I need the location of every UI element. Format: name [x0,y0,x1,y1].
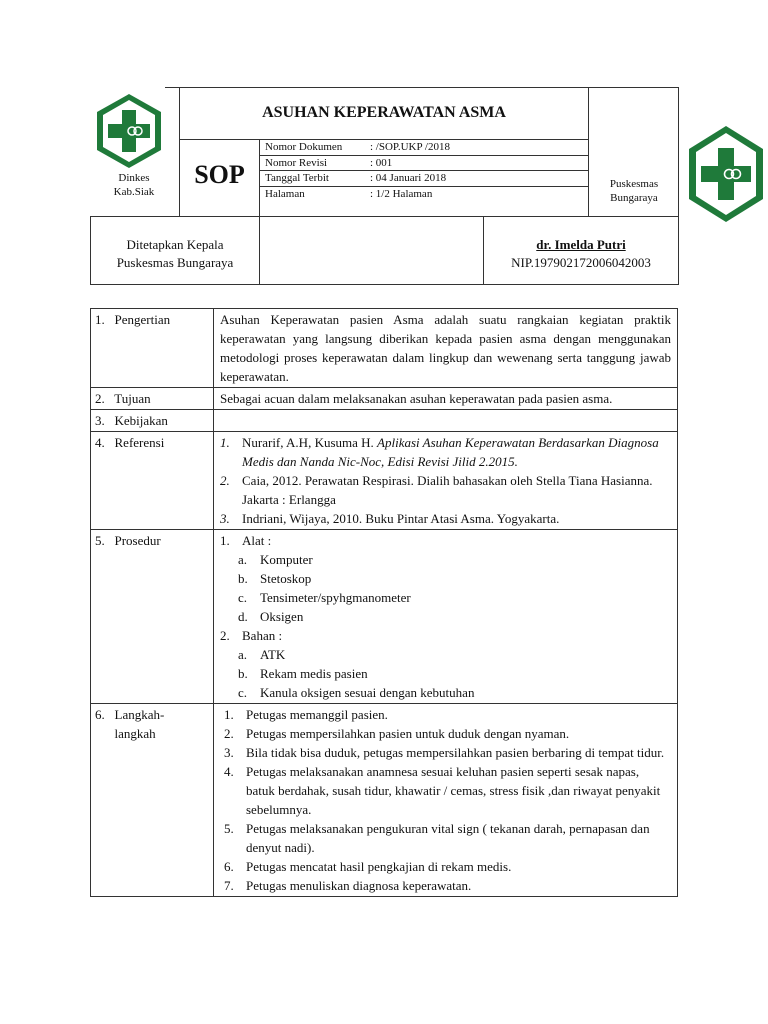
list-item: 3. Indriani, Wijaya, 2010. Buku Pintar Atasi Asma. Yogyakarta. [220,511,560,526]
document-title: ASUHAN KEPERAWATAN ASMA [262,104,506,121]
list-item: 1. Nurarif, A.H, Kusuma H. Aplikasi Asuhan Keperawatan Berdasarkan Diagnosa Medis dan Nanda Nic-Noc, Edisi Revisi Jilid 2.2015. [220,435,659,469]
label-tujuan: 2. Tujuan [91,388,214,410]
list-item: b. Rekam medis pasien [238,666,368,681]
doc-field-value-2: : 04 Januari 2018 [370,172,447,184]
list-item: 3. Bila tidak bisa duduk, petugas mempersilahkan pasien berbaring di tempat tidur. [224,745,665,760]
left-org-label: Dinkes Kab.Siak [113,172,155,198]
list-item: 2. Caia, 2012. Perawatan Respirasi. Dialih bahasakan oleh Stella Tiana Hasianna. Jakarta : Erlangga [220,473,653,507]
row-kebijakan [91,410,678,432]
puskesmas-logo [686,124,766,224]
row-prosedur [91,530,678,704]
list-item: d. Oksigen [238,609,304,624]
label-langkah: 6. Langkah- langkah [91,704,214,897]
list-item: c. Kanula oksigen sesuai dengan kebutuhan [238,685,475,700]
text-kebijakan [214,410,678,432]
text-prosedur [214,530,678,704]
approval-right [484,236,678,272]
text-tujuan: Sebagai acuan dalam melaksanakan asuhan keperawatan pada pasien asma. [214,388,678,410]
row-tujuan [91,388,678,410]
list-item: 5. Petugas melaksanakan pengukuran vital sign ( tekanan darah, pernapasan dan denyut nadi). [224,821,650,855]
list-item: 2. Petugas mempersilahkan pasien untuk duduk dengan nyaman. [224,726,570,741]
label-referensi: 4. Referensi [91,432,214,530]
dinkes-logo [94,92,164,170]
text-langkah [214,704,678,897]
doc-field-label-1: Nomor Revisi [265,157,328,169]
row-referensi [91,432,678,530]
list-item: 4. Petugas melaksanakan anamnesa sesuai keluhan pasien seperti sesak napas, batuk berdahak, susah tidur, khawatir / cemas, stress fisik ,dan riwayat penyakit sebelumnya. [224,764,661,817]
list-item: c. Tensimeter/spyhgmanometer [238,590,411,605]
label-kebijakan: 3. Kebijakan [91,410,214,432]
list-item: 1. Petugas memanggil pasien. [224,707,388,722]
doc-field-label-0: Nomor Dokumen [265,141,343,153]
text-pengertian: Asuhan Keperawatan pasien Asma adalah suatu rangkaian kegiatan praktik keperawatan yang langsung diberikan kepada pasien asma dengan menggunakan metodologi proses keperawatan dalam lingkup dan wewenang serta tanggung jawab keperawatan. [214,309,678,388]
approver-name: dr. Imelda Putri [536,237,626,252]
sop-content-table [90,308,678,897]
doc-field-label-3: Halaman [265,188,305,200]
list-item: 6. Petugas mencatat hasil pengkajian di rekam medis. [224,859,512,874]
approver-nip: NIP.197902172006042003 [511,255,651,270]
list-item: a. ATK [238,647,286,662]
row-pengertian [91,309,678,388]
doc-field-value-1: : 001 [370,157,393,169]
right-org-label: Puskesmas Bungaraya [609,178,659,204]
list-item: 1. Alat : [220,533,272,548]
doc-field-label-2: Tanggal Terbit [265,172,329,184]
label-prosedur: 5. Prosedur [91,530,214,704]
approval-left: Ditetapkan Kepala Puskesmas Bungaraya [116,237,234,270]
list-item: 7. Petugas menuliskan diagnosa keperawatan. [224,878,472,893]
label-pengertian: 1. Pengertian [91,309,214,388]
list-item: a. Komputer [238,552,313,567]
doc-field-value-3: : 1/2 Halaman [370,188,433,200]
list-item: 2. Bahan : [220,628,283,643]
text-referensi [214,432,678,530]
doc-field-value-0: : /SOP.UKP /2018 [370,141,450,153]
list-item: b. Stetoskop [238,571,312,586]
sop-label: SOP [194,160,245,189]
row-langkah [91,704,678,897]
